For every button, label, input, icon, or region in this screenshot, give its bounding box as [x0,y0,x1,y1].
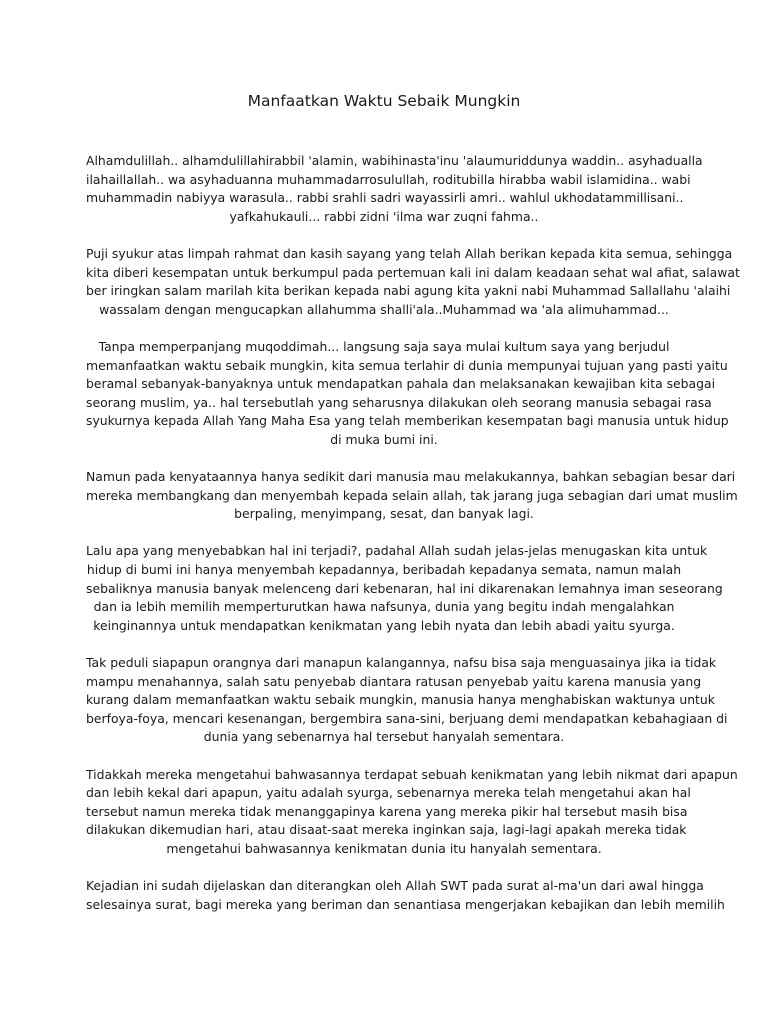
text-line: Namun pada kenyataannya hanya sedikit dari manusia mau melakukannya, bahkan sebagian besar dari [86,469,736,485]
text-line: muhammadin nabiyya warasula.. rabbi srahli sadri wayassirli amri.. wahlul ukhodatammillisani.. [86,190,684,206]
text-line: mengetahui bahwasannya kenikmatan dunia itu hanyalah sementara. [166,840,602,856]
paragraph [86,468,738,524]
text-line: tersebut namun mereka tidak menanggapinya karena yang mereka pikir hal tersebut masih bisa [86,803,688,819]
text-line: kita diberi kesempatan untuk berkumpul pada pertemuan kali ini dalam keadaan sehat wal afiat, salawat [86,264,740,280]
text-line: beramal sebanyak-banyaknya untuk mendapatkan pahala dan melaksanakan kewajiban kita sebagai [86,376,716,392]
paragraph [86,338,729,450]
text-line: berpaling, menyimpang, sesat, dan banyak lagi. [234,506,534,522]
text-line: keinginannya untuk mendapatkan kenikmatan yang lebih nyata dan lebih abadi yaitu syurga. [93,617,675,633]
text-line: dan lebih kekal dari apapun, yaitu adalah syurga, sebenarnya mereka telah mengetahui akan hal [86,785,691,801]
document-title: Manfaatkan Waktu Sebaik Mungkin [247,92,521,110]
paragraph [86,245,740,319]
text-line: berfoya-foya, mencari kesenangan, bergembira sana-sini, berjuang demi mendapatkan kebahagiaan di [86,710,728,726]
text-line: Puji syukur atas limpah rahmat dan kasih sayang yang telah Allah berikan kepada kita semua, sehingga [86,245,733,261]
text-line: mereka membangkang dan menyembah kepada selain allah, tak jarang juga sebagian dari umat muslim [86,487,738,503]
text-line: kurang dalam memanfaatkan waktu sebaik mungkin, manusia hanya menghabiskan waktunya untuk [86,692,715,708]
paragraph [86,766,738,859]
text-line: dunia yang sebenarnya hal tersebut hanyalah sementara. [203,729,565,745]
text-line: wassalam dengan mengucapkan allahumma shalli'ala..Muhammad wa 'ala alimuhammad... [99,301,669,317]
text-line: selesainya surat, bagi mereka yang beriman dan senantiasa mengerjakan kebajikan dan lebih memilih [86,896,725,912]
paragraph [86,542,723,635]
text-line: dan ia lebih memilih memperturutkan hawa nafsunya, dunia yang begitu indah mengalahkan [93,599,675,615]
text-line: dilakukan dikemudian hari, atau disaat-saat mereka inginkan saja, lagi-lagi apakah mereka tidak [86,822,687,838]
text-line: di muka bumi ini. [330,431,438,447]
text-line: Tanpa memperpanjang muqoddimah... langsung saja saya mulai kultum saya yang berjudul [98,338,670,354]
text-line: mampu menahannya, salah satu penyebab diantara ratusan penyebab yaitu karena manusia yang [86,673,702,689]
text-line: Tidakkah mereka mengetahui bahwasannya terdapat sebuah kenikmatan yang lebih nikmat dari apapun [86,766,738,782]
text-line: ber iringkan salam marilah kita berikan kepada nabi agung kita yakni nabi Muhammad Sallallahu 'alaihi [86,283,731,299]
text-line: ilahaillallah.. wa asyhaduanna muhammadarrosulullah, roditubilla hirabba wabil islamidina.. wabi [86,171,691,187]
text-line: seorang muslim, ya.. hal tersebutlah yang seharusnya dilakukan oleh seorang manusia sebagai rasa [86,394,712,410]
text-line: yafkahukauli... rabbi zidni 'ilma war zuqni fahma.. [229,208,539,224]
paragraph [86,654,728,747]
text-line: Lalu apa yang menyebabkan hal ini terjadi?, padahal Allah sudah jelas-jelas menugaskan kita untuk [86,543,708,559]
text-line: Tak peduli siapapun orangnya dari manapun kalangannya, nafsu bisa saja menguasainya jika ia tidak [86,655,717,671]
paragraph [86,877,725,914]
text-line: Kejadian ini sudah dijelaskan dan diterangkan oleh Allah SWT pada surat al-ma'un dari awal hingga [86,878,704,894]
text-line: syukurnya kepada Allah Yang Maha Esa yang telah memberikan kesempatan bagi manusia untuk hidup [86,413,729,429]
text-line: hidup di bumi ini hanya menyembah kepadannya, beribadah kepadanya semata, namun malah [86,562,682,578]
document-body [86,152,740,933]
paragraph [86,152,703,226]
text-line: memanfaatkan waktu sebaik mungkin, kita semua terlahir di dunia mempunyai tujuan yang pasti yaitu [86,357,728,373]
text-line: sebaliknya manusia banyak melenceng dari kebenaran, hal ini dikarenakan lemahnya iman seseorang [86,580,723,596]
text-line: Alhamdulillah.. alhamdulillahirabbil 'alamin, wabihinasta'inu 'alaumuriddunya waddin.. asyhadualla [86,153,703,168]
